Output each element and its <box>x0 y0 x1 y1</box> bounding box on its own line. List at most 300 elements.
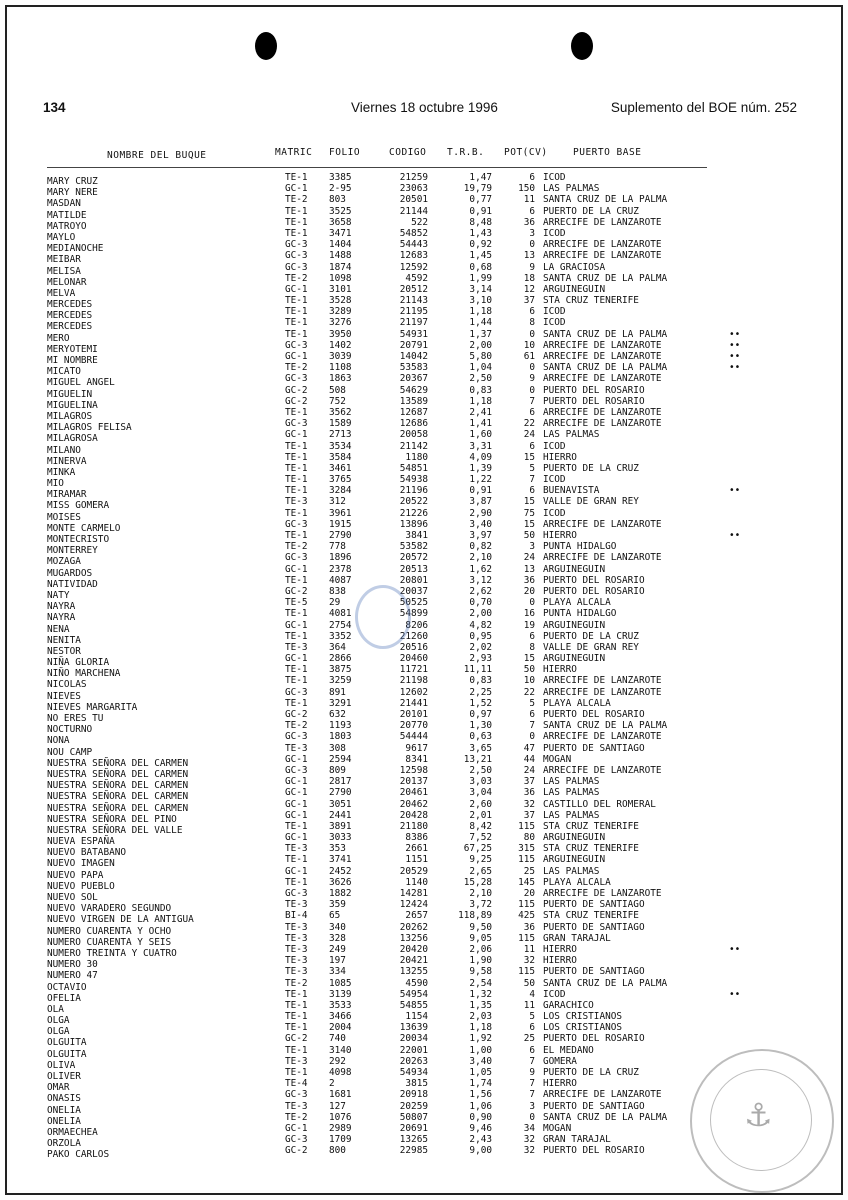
cell-name: MUGARDOS <box>47 567 93 579</box>
cell-port: HIERRO <box>543 943 577 955</box>
cell-folio: 2713 <box>329 429 352 441</box>
cell-cod: 14281 <box>399 888 428 899</box>
table-row <box>7 373 843 389</box>
table-row <box>7 753 843 769</box>
cell-port: PLAYA ALCALA <box>543 697 611 709</box>
cell-port: ICOD <box>543 507 566 519</box>
cell-port: STA CRUZ TENERIFE <box>543 295 639 307</box>
cell-name: MEIBAR <box>47 254 81 266</box>
cell-port: PUERTO DE LA CRUZ <box>543 462 639 474</box>
cell-trb: 5,80 <box>469 351 492 362</box>
cell-pot: 9 <box>529 261 535 273</box>
cell-port: PLAYA ALCALA <box>543 876 611 888</box>
cell-port: ARRECIFE DE LANZAROTE <box>543 351 662 362</box>
col-codigo: CODIGO <box>389 147 427 158</box>
cell-mat: TE-1 <box>285 1011 308 1023</box>
cell-mat: TE-1 <box>285 474 308 486</box>
cell-pot: 75 <box>523 507 535 519</box>
cell-pot: 22 <box>523 686 535 698</box>
cell-cod: 54938 <box>399 474 428 486</box>
cell-trb: 0,95 <box>469 630 492 642</box>
table-row <box>7 943 843 959</box>
cell-folio: 1882 <box>329 888 352 899</box>
cell-name: MOZAGA <box>47 556 81 568</box>
cell-trb: 1,39 <box>469 462 492 474</box>
cell-mark: •• <box>729 351 741 362</box>
cell-pot: 115 <box>518 966 535 978</box>
cell-port: GARACHICO <box>543 999 594 1011</box>
cell-mat: TE-1 <box>285 507 308 519</box>
cell-port: HIERRO <box>543 664 577 676</box>
cell-mat: TE-1 <box>285 999 308 1011</box>
cell-port: ARRECIFE DE LANZAROTE <box>543 552 662 564</box>
cell-folio: 3352 <box>329 630 352 642</box>
cell-port: PUERTO DE LA CRUZ <box>543 630 639 642</box>
cell-pot: 61 <box>523 351 535 362</box>
cell-pot: 115 <box>518 932 535 944</box>
cell-port: PUERTO DEL ROSARIO <box>543 395 645 407</box>
cell-folio: 752 <box>329 395 346 407</box>
cell-name: MARY CRUZ <box>47 176 98 187</box>
cell-cod: 54444 <box>399 731 428 743</box>
cell-mat: TE-1 <box>285 675 308 687</box>
cell-pot: 6 <box>529 205 535 217</box>
cell-cod: 50807 <box>399 1111 428 1123</box>
cell-trb: 0,91 <box>469 485 492 497</box>
cell-folio: 2 <box>329 1078 335 1090</box>
cell-mat: TE-1 <box>285 295 308 307</box>
cell-name: ORMAECHEA <box>47 1126 98 1138</box>
cell-trb: 2,10 <box>469 552 492 564</box>
table-row <box>7 686 843 702</box>
cell-port: ICOD <box>543 306 566 318</box>
cell-name: MELONAR <box>47 276 87 288</box>
table-row <box>7 787 843 803</box>
cell-pot: 50 <box>523 530 535 541</box>
cell-port: CASTILLO DEL ROMERAL <box>543 798 656 810</box>
punch-hole <box>571 32 593 60</box>
cell-folio: 1098 <box>329 272 352 284</box>
cell-folio: 2754 <box>329 619 352 631</box>
cell-port: GRAN TARAJAL <box>543 1134 611 1146</box>
col-name: NOMBRE DEL BUQUE <box>107 150 207 161</box>
cell-cod: 54443 <box>399 239 428 251</box>
cell-folio: 632 <box>329 709 346 720</box>
cell-trb: 1,30 <box>469 720 492 732</box>
cell-name: PAKO CARLOS <box>47 1149 110 1161</box>
cell-trb: 3,65 <box>469 742 492 754</box>
cell-trb: 0,90 <box>469 1111 492 1123</box>
cell-trb: 1,41 <box>469 418 492 430</box>
table-row <box>7 854 843 870</box>
cell-pot: 36 <box>523 216 535 228</box>
cell-name: OLA <box>47 1003 64 1015</box>
table-row <box>7 485 843 501</box>
cell-mat: TE-3 <box>285 966 308 978</box>
cell-cod: 54855 <box>399 999 428 1011</box>
cell-port: PUERTO DE LA CRUZ <box>543 205 639 217</box>
table-row <box>7 932 843 948</box>
cell-cod: 21196 <box>399 485 428 497</box>
cell-cod: 12592 <box>399 261 428 273</box>
cell-folio: 3658 <box>329 216 352 228</box>
cell-pot: 44 <box>523 753 535 765</box>
table-row <box>7 966 843 982</box>
cell-pot: 13 <box>523 250 535 262</box>
cell-folio: 1681 <box>329 1089 352 1101</box>
cell-name: MINERVA <box>47 455 87 467</box>
cell-mat: GC-1 <box>285 776 308 788</box>
cell-mat: TE-1 <box>285 876 308 888</box>
cell-cod: 9617 <box>405 742 428 754</box>
cell-pot: 4 <box>529 988 535 1000</box>
cell-name: NUEVO PUEBLO <box>47 880 115 892</box>
col-pot: POT(CV) <box>504 147 548 158</box>
table-row <box>7 451 843 467</box>
cell-port: PUERTO DEL ROSARIO <box>543 585 645 597</box>
table-row <box>7 664 843 680</box>
cell-folio: 3961 <box>329 507 352 519</box>
table-row <box>7 339 843 355</box>
cell-name: OCTAVIO <box>47 981 87 993</box>
cell-pot: 5 <box>529 1011 535 1023</box>
cell-trb: 3,87 <box>469 496 492 508</box>
table-row <box>7 731 843 747</box>
cell-trb: 4,82 <box>469 619 492 631</box>
vessel-table <box>7 172 843 1161</box>
cell-mat: GC-1 <box>285 832 308 844</box>
cell-pot: 36 <box>523 574 535 586</box>
cell-trb: 0,91 <box>469 205 492 217</box>
anchor-icon: ⚓ <box>744 1096 773 1134</box>
cell-pot: 15 <box>523 653 535 665</box>
cell-trb: 1,18 <box>469 1022 492 1034</box>
cell-trb: 15,28 <box>463 876 492 888</box>
table-row <box>7 798 843 814</box>
cell-folio: 3276 <box>329 317 352 329</box>
cell-pot: 37 <box>523 295 535 307</box>
cell-trb: 2,03 <box>469 1011 492 1023</box>
cell-port: ARRECIFE DE LANZAROTE <box>543 731 662 743</box>
cell-pot: 0 <box>529 384 535 396</box>
cell-name: MIGUELIN <box>47 388 93 400</box>
cell-pot: 20 <box>523 888 535 899</box>
cell-port: PUERTO DE LA CRUZ <box>543 1067 639 1078</box>
cell-mat: GC-2 <box>285 1145 308 1157</box>
cell-mat: GC-3 <box>285 764 308 776</box>
cell-pot: 25 <box>523 1033 535 1045</box>
cell-name: MIO <box>47 478 64 490</box>
cell-cod: 21260 <box>399 630 428 642</box>
cell-pot: 24 <box>523 429 535 441</box>
cell-port: ARRECIFE DE LANZAROTE <box>543 675 662 687</box>
cell-folio: 3051 <box>329 798 352 810</box>
cell-pot: 115 <box>518 854 535 866</box>
cell-folio: 809 <box>329 764 346 776</box>
table-row <box>7 172 843 187</box>
cell-folio: 1803 <box>329 731 352 743</box>
table-row <box>7 283 843 299</box>
cell-folio: 508 <box>329 384 346 396</box>
cell-mat: GC-3 <box>285 339 308 351</box>
cell-cod: 12687 <box>399 406 428 418</box>
cell-cod: 20801 <box>399 574 428 586</box>
cell-folio: 3741 <box>329 854 352 866</box>
cell-folio: 2004 <box>329 1022 352 1034</box>
cell-cod: 54934 <box>399 1067 428 1078</box>
cell-folio: 778 <box>329 541 346 553</box>
table-row <box>7 988 843 1004</box>
cell-pot: 3 <box>529 541 535 553</box>
cell-folio: 3525 <box>329 205 352 217</box>
cell-port: GRAN TARAJAL <box>543 932 611 944</box>
table-row <box>7 832 843 848</box>
cell-trb: 3,40 <box>469 1055 492 1067</box>
cell-name: NUMERO CUARENTA Y SEIS <box>47 936 172 948</box>
cell-name: NUEVO VIRGEN DE LA ANTIGUA <box>47 914 194 926</box>
cell-port: GOMERA <box>543 1055 577 1067</box>
cell-trb: 9,58 <box>469 966 492 978</box>
cell-pot: 15 <box>523 518 535 530</box>
cell-trb: 2,00 <box>469 339 492 351</box>
cell-trb: 3,14 <box>469 283 492 295</box>
cell-port: ARRECIFE DE LANZAROTE <box>543 686 662 698</box>
table-row <box>7 183 843 199</box>
cell-name: MERCEDES <box>47 299 93 311</box>
cell-name: NUESTRA SEÑORA DEL CARMEN <box>47 791 189 803</box>
cell-folio: 1076 <box>329 1111 352 1123</box>
cell-name: NUMERO 30 <box>47 959 98 971</box>
cell-port: PUERTO DE SANTIAGO <box>543 921 645 933</box>
cell-cod: 13265 <box>399 1134 428 1146</box>
cell-port: LA GRACIOSA <box>543 261 606 273</box>
cell-folio: 308 <box>329 742 346 754</box>
cell-mat: TE-2 <box>285 1111 308 1123</box>
cell-folio: 353 <box>329 843 346 855</box>
cell-folio: 3291 <box>329 697 352 709</box>
cell-name: NAYRA <box>47 601 76 613</box>
cell-cod: 20501 <box>399 194 428 206</box>
cell-trb: 1,22 <box>469 474 492 486</box>
cell-mat: GC-3 <box>285 518 308 530</box>
cell-trb: 1,18 <box>469 306 492 318</box>
cell-port: PUERTO DE SANTIAGO <box>543 1100 645 1112</box>
col-matricula: MATRIC <box>275 147 313 158</box>
cell-port: SANTA CRUZ DE LA PALMA <box>543 194 668 206</box>
cell-mat: TE-3 <box>285 932 308 944</box>
cell-port: PUERTO DEL ROSARIO <box>543 574 645 586</box>
cell-name: NUEVO BATABANO <box>47 847 127 859</box>
cell-trb: 2,50 <box>469 373 492 385</box>
table-row <box>7 1011 843 1027</box>
cell-port: ARRECIFE DE LANZAROTE <box>543 518 662 530</box>
cell-mat: TE-1 <box>285 172 308 183</box>
cell-cod: 53582 <box>399 541 428 553</box>
cell-port: ARGUINEGUIN <box>543 563 606 575</box>
cell-cod: 12683 <box>399 250 428 262</box>
cell-trb: 4,09 <box>469 451 492 463</box>
cell-cod: 2657 <box>405 910 428 922</box>
cell-mat: TE-3 <box>285 943 308 955</box>
cell-port: ARRECIFE DE LANZAROTE <box>543 406 662 418</box>
cell-trb: 2,60 <box>469 798 492 810</box>
cell-mat: TE-3 <box>285 742 308 754</box>
cell-pot: 7 <box>529 1089 535 1101</box>
cell-cod: 22001 <box>399 1044 428 1056</box>
cell-mat: TE-1 <box>285 1022 308 1034</box>
cell-name: NIEVES <box>47 690 81 702</box>
cell-port: SANTA CRUZ DE LA PALMA <box>543 1111 668 1123</box>
cell-port: ARRECIFE DE LANZAROTE <box>543 373 662 385</box>
cell-trb: 2,00 <box>469 608 492 620</box>
cell-folio: 3626 <box>329 876 352 888</box>
table-row <box>7 507 843 523</box>
cell-port: PUNTA HIDALGO <box>543 608 617 620</box>
cell-mat: TE-5 <box>285 597 308 609</box>
cell-pot: 32 <box>523 798 535 810</box>
cell-pot: 11 <box>523 194 535 206</box>
table-row <box>7 955 843 971</box>
cell-cod: 12424 <box>399 899 428 911</box>
cell-folio: 2-95 <box>329 183 352 195</box>
table-row <box>7 306 843 322</box>
cell-cod: 53583 <box>399 362 428 374</box>
cell-port: LAS PALMAS <box>543 429 600 441</box>
cell-pot: 7 <box>529 1078 535 1090</box>
cell-name: NUESTRA SEÑORA DEL PINO <box>47 813 177 825</box>
cell-trb: 3,40 <box>469 518 492 530</box>
cell-port: ARRECIFE DE LANZAROTE <box>543 764 662 776</box>
cell-port: HIERRO <box>543 1078 577 1090</box>
cell-port: ARRECIFE DE LANZAROTE <box>543 418 662 430</box>
cell-mat: TE-4 <box>285 1078 308 1090</box>
cell-mat: TE-1 <box>285 216 308 228</box>
table-row <box>7 272 843 288</box>
cell-name: MELVA <box>47 287 76 299</box>
cell-mat: GC-1 <box>285 429 308 441</box>
cell-name: NIEVES MARGARITA <box>47 701 138 713</box>
cell-port: STA CRUZ TENERIFE <box>543 843 639 855</box>
cell-pot: 24 <box>523 552 535 564</box>
cell-folio: 2989 <box>329 1122 352 1134</box>
cell-trb: 1,47 <box>469 172 492 183</box>
cell-mat: TE-3 <box>285 641 308 653</box>
cell-folio: 3259 <box>329 675 352 687</box>
cell-name: NOCTURNO <box>47 724 93 736</box>
cell-folio: 3466 <box>329 1011 352 1023</box>
cell-folio: 2790 <box>329 787 352 799</box>
cell-mat: TE-1 <box>285 574 308 586</box>
cell-pot: 11 <box>523 943 535 955</box>
header-rule <box>47 167 707 168</box>
cell-cod: 1140 <box>405 876 428 888</box>
cell-trb: 8,42 <box>469 820 492 832</box>
cell-folio: 3533 <box>329 999 352 1011</box>
cell-name: MILANO <box>47 444 81 456</box>
cell-mark: •• <box>729 339 741 351</box>
table-row <box>7 328 843 344</box>
cell-cod: 13589 <box>399 395 428 407</box>
cell-folio: 3765 <box>329 474 352 486</box>
cell-pot: 10 <box>523 675 535 687</box>
cell-mat: GC-1 <box>285 619 308 631</box>
cell-cod: 20791 <box>399 339 428 351</box>
cell-name: OLGA <box>47 1015 70 1027</box>
cell-trb: 3,12 <box>469 574 492 586</box>
cell-trb: 2,90 <box>469 507 492 519</box>
cell-mat: GC-3 <box>285 373 308 385</box>
cell-port: SANTA CRUZ DE LA PALMA <box>543 362 668 374</box>
table-row <box>7 205 843 221</box>
cell-folio: 1193 <box>329 720 352 732</box>
col-puerto: PUERTO BASE <box>573 147 642 158</box>
cell-cod: 20262 <box>399 921 428 933</box>
cell-trb: 1,56 <box>469 1089 492 1101</box>
cell-mat: TE-3 <box>285 955 308 967</box>
cell-cod: 54629 <box>399 384 428 396</box>
cell-pot: 13 <box>523 563 535 575</box>
cell-folio: 2817 <box>329 776 352 788</box>
cell-folio: 3875 <box>329 664 352 676</box>
cell-trb: 1,18 <box>469 395 492 407</box>
table-row <box>7 1033 843 1049</box>
cell-name: NIÑA GLORIA <box>47 657 110 669</box>
cell-pot: 6 <box>529 630 535 642</box>
cell-trb: 1,00 <box>469 1044 492 1056</box>
cell-folio: 1589 <box>329 418 352 430</box>
cell-mat: GC-1 <box>285 753 308 765</box>
cell-trb: 1,62 <box>469 563 492 575</box>
cell-folio: 334 <box>329 966 346 978</box>
cell-folio: 1874 <box>329 261 352 273</box>
cell-name: OLGUITA <box>47 1037 87 1049</box>
cell-name: ONASIS <box>47 1093 81 1105</box>
cell-name: NIÑO MARCHENA <box>47 668 121 680</box>
cell-port: SANTA CRUZ DE LA PALMA <box>543 272 668 284</box>
cell-mat: GC-1 <box>285 1122 308 1134</box>
cell-mat: TE-1 <box>285 227 308 239</box>
cell-pot: 36 <box>523 921 535 933</box>
cell-folio: 328 <box>329 932 346 944</box>
cell-folio: 3385 <box>329 172 352 183</box>
cell-name: NUEVO VARADERO SEGUNDO <box>47 903 172 915</box>
cell-name: NATIVIDAD <box>47 578 98 590</box>
cell-name: NENA <box>47 623 70 635</box>
cell-pot: 7 <box>529 395 535 407</box>
cell-folio: 1863 <box>329 373 352 385</box>
table-row <box>7 418 843 434</box>
cell-cod: 20263 <box>399 1055 428 1067</box>
table-row <box>7 820 843 836</box>
cell-port: ARGUINEGUIN <box>543 619 606 631</box>
cell-cod: 11721 <box>399 664 428 676</box>
cell-pot: 37 <box>523 809 535 821</box>
cell-cod: 20259 <box>399 1100 428 1112</box>
cell-port: ARGUINEGUIN <box>543 653 606 665</box>
cell-cod: 20367 <box>399 373 428 385</box>
cell-port: PLAYA ALCALA <box>543 597 611 609</box>
cell-folio: 3534 <box>329 440 352 452</box>
cell-port: VALLE DE GRAN REY <box>543 641 639 653</box>
cell-name: NAYRA <box>47 612 76 624</box>
cell-mat: GC-2 <box>285 709 308 720</box>
cell-name: MEDIANOCHE <box>47 243 104 255</box>
table-row <box>7 552 843 568</box>
cell-name: NUEVO PAPA <box>47 869 104 881</box>
cell-trb: 2,50 <box>469 764 492 776</box>
cell-mat: GC-1 <box>285 865 308 877</box>
table-row <box>7 865 843 881</box>
